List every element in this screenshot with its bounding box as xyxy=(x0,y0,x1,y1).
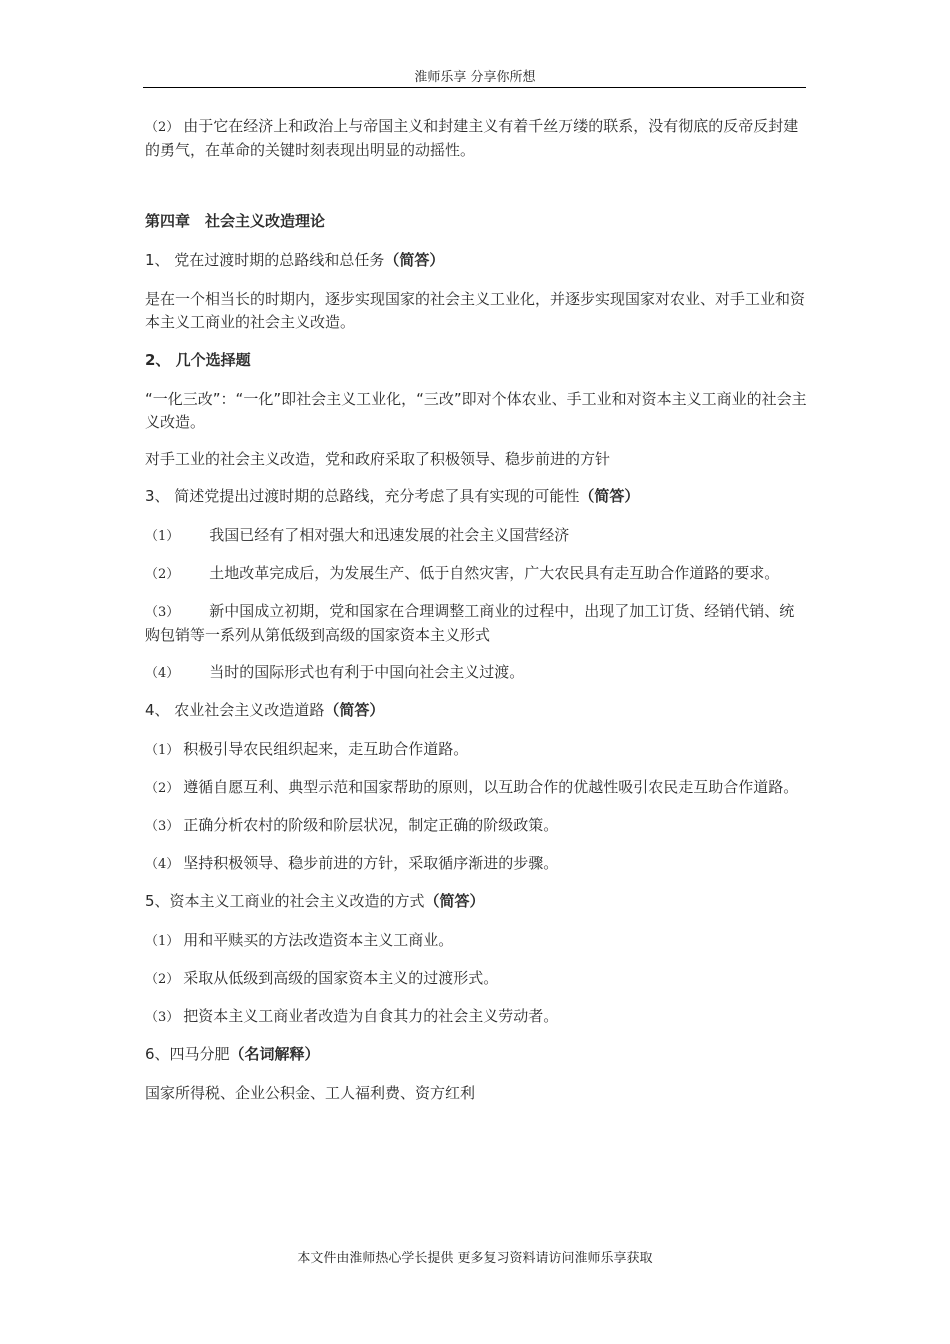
item-text: 我国已经有了相对强大和迅速发展的社会主义国营经济 xyxy=(209,526,570,544)
q1-title: 1、 党在过渡时期的总路线和总任务 xyxy=(145,251,385,269)
q6-answer: 国家所得税、企业公积金、工人福利费、资方红利 xyxy=(145,1084,476,1102)
q4-tag: （简答） xyxy=(324,701,385,719)
item-number: （3） xyxy=(145,1010,180,1025)
item-number: （3） xyxy=(145,819,180,834)
item-number: （3） xyxy=(145,605,180,620)
q4-item xyxy=(145,738,809,762)
item-text: 由于它在经济上和政治上与帝国主义和封建主义有着千丝万缕的联系，没有彻底的反帝反封建的勇气，在革命的关键时刻表现出明显的动摇性。 xyxy=(145,117,799,159)
document-body xyxy=(145,111,809,1105)
q5-tag: （简答） xyxy=(424,892,485,910)
q4-item xyxy=(145,814,809,838)
q5-item xyxy=(145,1005,809,1029)
item-text: 用和平赎买的方法改造资本主义工商业。 xyxy=(183,931,454,949)
q1-answer: 是在一个相当长的时期内，逐步实现国家的社会主义工业化，并逐步实现国家对农业、对手工业和资本主义工商业的社会主义改造。 xyxy=(145,290,806,331)
q3-item xyxy=(145,600,809,647)
q2-heading: 2、 几个选择题 xyxy=(145,351,251,369)
item-number: （1） xyxy=(145,743,180,758)
q3-item xyxy=(145,661,809,685)
q1-tag: （简答） xyxy=(384,251,445,269)
item-text: 土地改革完成后，为发展生产、低于自然灾害，广大农民具有走互助合作道路的要求。 xyxy=(209,564,780,582)
q5-heading xyxy=(145,890,809,913)
intro-paragraph xyxy=(145,115,809,162)
chapter-title: 第四章 社会主义改造理论 xyxy=(145,212,326,230)
item-text: 当时的国际形式也有利于中国向社会主义过渡。 xyxy=(209,663,525,681)
q6-tag: （名词解释） xyxy=(229,1045,320,1063)
q5-title: 5、资本主义工商业的社会主义改造的方式 xyxy=(145,892,425,910)
q5-item xyxy=(145,967,809,991)
q3-tag: （简答） xyxy=(579,487,640,505)
item-number: （2） xyxy=(145,120,180,135)
page-header: 淮师乐享 分享你所想 xyxy=(414,70,536,85)
q6-title: 6、四马分肥 xyxy=(145,1045,230,1063)
header-rule xyxy=(143,87,806,88)
q3-item xyxy=(145,524,809,548)
q2-paragraph-1: “一化三改”：“一化”即社会主义工业化，“三改”即对个体农业、手工业和对资本主义工商业的社会主义改造。 xyxy=(145,390,807,431)
page-footer: 本文件由淮师热心学长提供 更多复习资料请访问淮师乐享获取 xyxy=(297,1251,653,1266)
item-number: （1） xyxy=(145,529,180,544)
q4-item xyxy=(145,852,809,876)
item-number: （2） xyxy=(145,567,180,582)
q3-item xyxy=(145,562,809,586)
item-number: （2） xyxy=(145,781,180,796)
item-number: （1） xyxy=(145,934,180,949)
q4-title: 4、 农业社会主义改造道路 xyxy=(145,701,325,719)
q3-heading xyxy=(145,485,809,508)
q4-heading xyxy=(145,699,809,722)
q6-heading xyxy=(145,1043,809,1066)
q4-item xyxy=(145,776,809,800)
item-text: 正确分析农村的阶级和阶层状况，制定正确的阶级政策。 xyxy=(183,816,559,834)
item-text: 遵循自愿互利、典型示范和国家帮助的原则，以互助合作的优越性吸引农民走互助合作道路。 xyxy=(183,778,799,796)
item-number: （2） xyxy=(145,972,180,987)
item-text: 采取从低级到高级的国家资本主义的过渡形式。 xyxy=(183,969,499,987)
item-text: 把资本主义工商业者改造为自食其力的社会主义劳动者。 xyxy=(183,1007,559,1025)
q3-title: 3、 简述党提出过渡时期的总路线，充分考虑了具有实现的可能性 xyxy=(145,487,580,505)
item-number: （4） xyxy=(145,857,180,872)
q5-item xyxy=(145,929,809,953)
item-number: （4） xyxy=(145,666,180,681)
q2-paragraph-2: 对手工业的社会主义改造，党和政府采取了积极领导、稳步前进的方针 xyxy=(145,450,611,468)
item-text: 积极引导农民组织起来，走互助合作道路。 xyxy=(183,740,469,758)
q1-heading xyxy=(145,249,809,272)
item-text: 新中国成立初期，党和国家在合理调整工商业的过程中，出现了加工订货、经销代销、统购包销等一系列从第低级到高级的国家资本主义形式 xyxy=(145,602,795,644)
item-text: 坚持积极领导、稳步前进的方针，采取循序渐进的步骤。 xyxy=(183,854,559,872)
